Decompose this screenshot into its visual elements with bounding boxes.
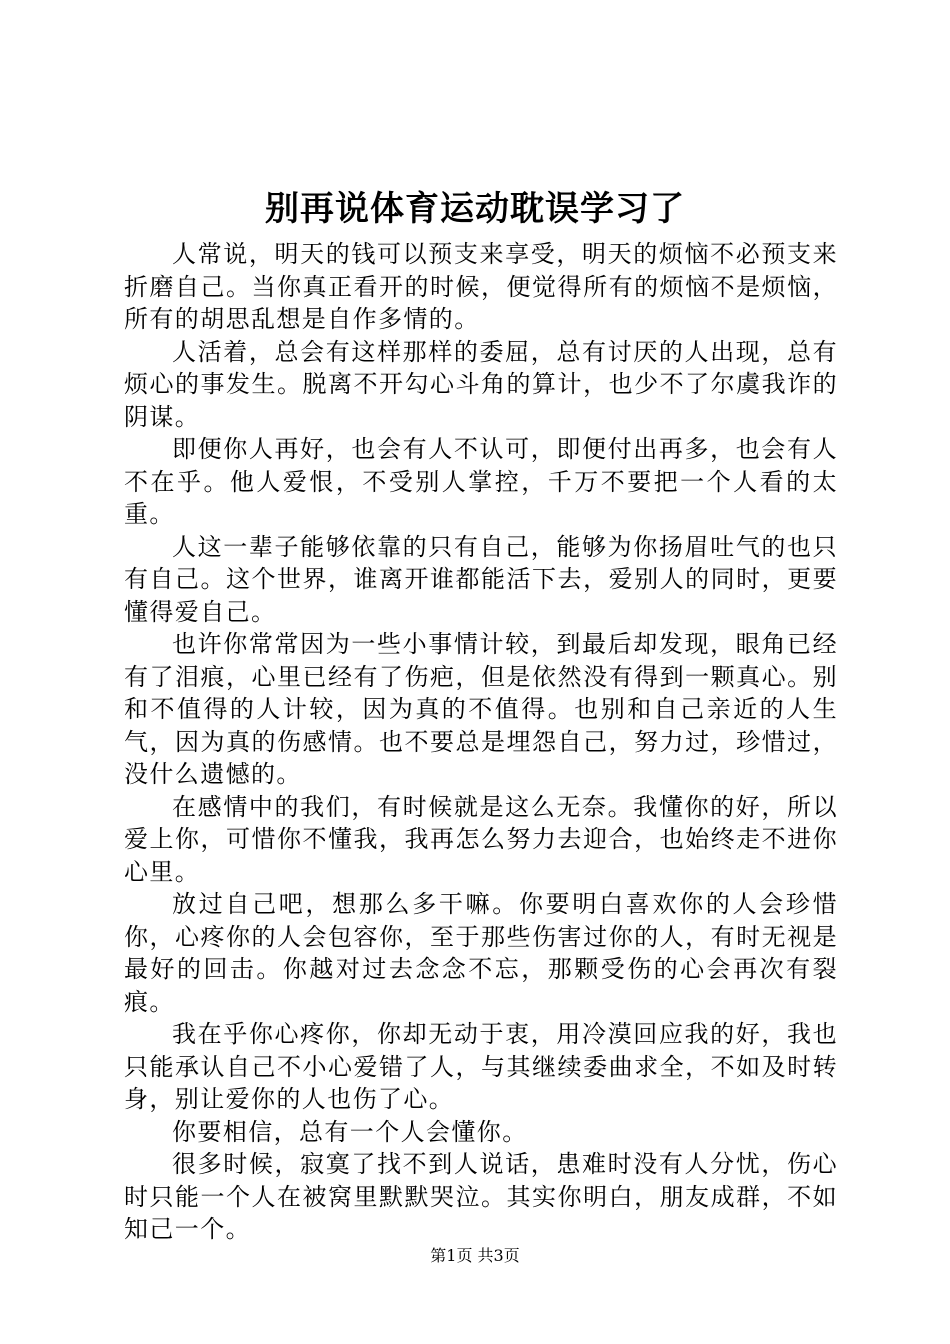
document-body xyxy=(124,238,838,1246)
paragraph: 在感情中的我们，有时候就是这么无奈。我懂你的好，所以爱上你，可惜你不懂我，我再怎么努力去迎合，也始终走不进你心里。 xyxy=(124,792,838,886)
paragraph: 也许你常常因为一些小事情计较，到最后却发现，眼角已经有了泪痕，心里已经有了伤疤，但是依然没有得到一颗真心。别和不值得的人计较，因为真的不值得。也别和自己亲近的人生气，因为真的伤感情。也不要总是埋怨自己，努力过，珍惜过，没什么遗憾的。 xyxy=(124,630,838,788)
page-number: 第1页 xyxy=(430,1246,473,1265)
paragraph: 人活着，总会有这样那样的委屈，总有讨厌的人出现，总有烦心的事发生。脱离不开勾心斗角的算计，也少不了尔虞我诈的阴谋。 xyxy=(124,337,838,431)
paragraph: 很多时候，寂寞了找不到人说话，患难时没有人分忧，伤心时只能一个人在被窝里默默哭泣。其实你明白，朋友成群，不如知己一个。 xyxy=(124,1150,838,1243)
paragraph: 人常说，明天的钱可以预支来享受，明天的烦恼不必预支来折磨自己。当你真正看开的时候，便觉得所有的烦恼不是烦恼，所有的胡思乱想是自作多情的。 xyxy=(124,240,838,333)
page-total: 共3页 xyxy=(477,1246,520,1265)
paragraph: 放过自己吧，想那么多干嘛。你要明白喜欢你的人会珍惜你，心疼你的人会包容你，至于那些伤害过你的人，有时无视是最好的回击。你越对过去念念不忘，那颗受伤的心会再次有裂痕。 xyxy=(124,890,838,1016)
page-footer xyxy=(0,1244,950,1268)
paragraph: 即便你人再好，也会有人不认可，即便付出再多，也会有人不在乎。他人爱恨，不受别人掌控，千万不要把一个人看的太重。 xyxy=(124,435,838,528)
paragraph: 我在乎你心疼你，你却无动于衷，用冷漠回应我的好，我也只能承认自己不小心爱错了人，与其继续委曲求全，不如及时转身，别让爱你的人也伤了心。 xyxy=(124,1020,838,1113)
paragraph: 你要相信，总有一个人会懂你。 xyxy=(172,1117,528,1146)
paragraph: 人这一辈子能够依靠的只有自己，能够为你扬眉吐气的也只有自己。这个世界，谁离开谁都能活下去，爱别人的同时，更要懂得爱自己。 xyxy=(124,532,838,626)
document-title: 别再说体育运动耽误学习了 xyxy=(265,189,685,229)
